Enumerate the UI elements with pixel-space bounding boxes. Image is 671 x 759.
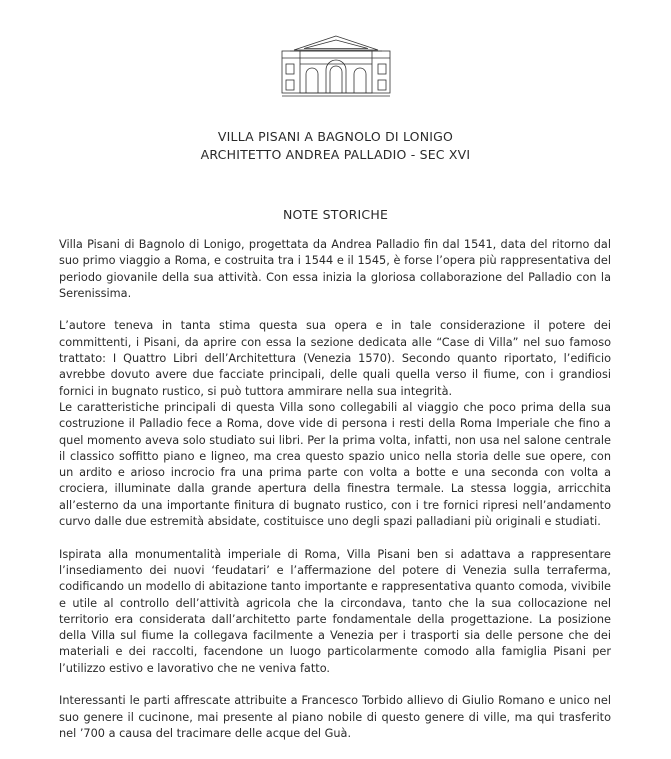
paragraph: Villa Pisani di Bagnolo di Lonigo, progettata da Andrea Palladio fin dal 1541, data del ritorno dal suo primo viaggio a Roma, e costruita tra i 1544 e il 1545, è forse l’opera più rappresentativa del periodo giovanile della sua attività. Con essa inizia la gloriosa collaborazione del Palladio con la Serenissima. [59,238,611,300]
villa-logo-icon [280,34,392,98]
paragraph: Le caratteristiche principali di questa Villa sono collegabili al viaggio che poco prima della sua costruzione il Palladio fece a Roma, dove vide di persona i resti della Roma Imperiale che fino a quel momento aveva solo studiato sui libri. Per la prima volta, infatti, non usa nel salone centrale il classico soffitto piano e ligneo, ma crea questo spazio unico nella storia delle sue opere, con un ardito e arioso incrocio fra una prima parte con volta a botte e una seconda con volta a crociera, illuminate dalla grande apertura della finestra termale. La stessa loggia, arricchita all’esterno da una importante finitura di bugnato rustico, con i tre fornici ripresi nell’andamento curvo dalle due estremità absidate, costituisce uno degli spazi palladiani più originali e studiati. [59,400,611,529]
paragraph: Interessanti le parti affrescate attribuite a Francesco Torbido allievo di Giulio Romano e unico nel suo genere il cucinone, mai presente al piano nobile di questo genere di ville, ma qui trasferito nel ’700 a causa del tracimare delle acque del Guà. [59,694,611,740]
paragraph: L’autore teneva in tanta stima questa sua opera e in tale considerazione il potere dei committenti, i Pisani, da aprire con essa la sezione dedicata alle “Case di Villa” nel suo famoso trattato: I Quattro Libri dell’Architettura (Venezia 1570). Secondo quanto riportato, l’edificio avrebbe dovuto avere due facciate principali, delle quali quella verso il fiume, con i grandiosi fornici in bugnato rustico, si può tuttora ammirare nella sua integrità. [59,319,611,398]
section-title: NOTE STORICHE [282,207,389,222]
paragraph: Ispirata alla monumentalità imperiale di Roma, Villa Pisani ben si adattava a rappresentare l’insediamento dei nuovi ‘feudatari’ e l’affermazione del potere di Venezia sulla terraferma, codificando un modello di abitazione tanto importante e rappresentativa quanto comoda, vivibile e utile al controllo dell’attività agricola che la circondava, tanto che la sua collocazione nel territorio era considerata dall’architetto parte fondamentale della progettazione. La posizione della Villa sul fiume la collegava facilmente a Venezia per i trasporti sia delle persone che dei materiali e dei raccolti, facendone un luogo particolarmente comodo alla famiglia Pisani per l’utilizzo estivo e lavorativo che ne veniva fatto. [59,547,611,675]
architect-subtitle: ARCHITETTO ANDREA PALLADIO - SEC XVI [200,147,471,162]
historical-notes [59,237,611,759]
villa-title: VILLA PISANI A BAGNOLO DI LONIGO [217,129,454,144]
